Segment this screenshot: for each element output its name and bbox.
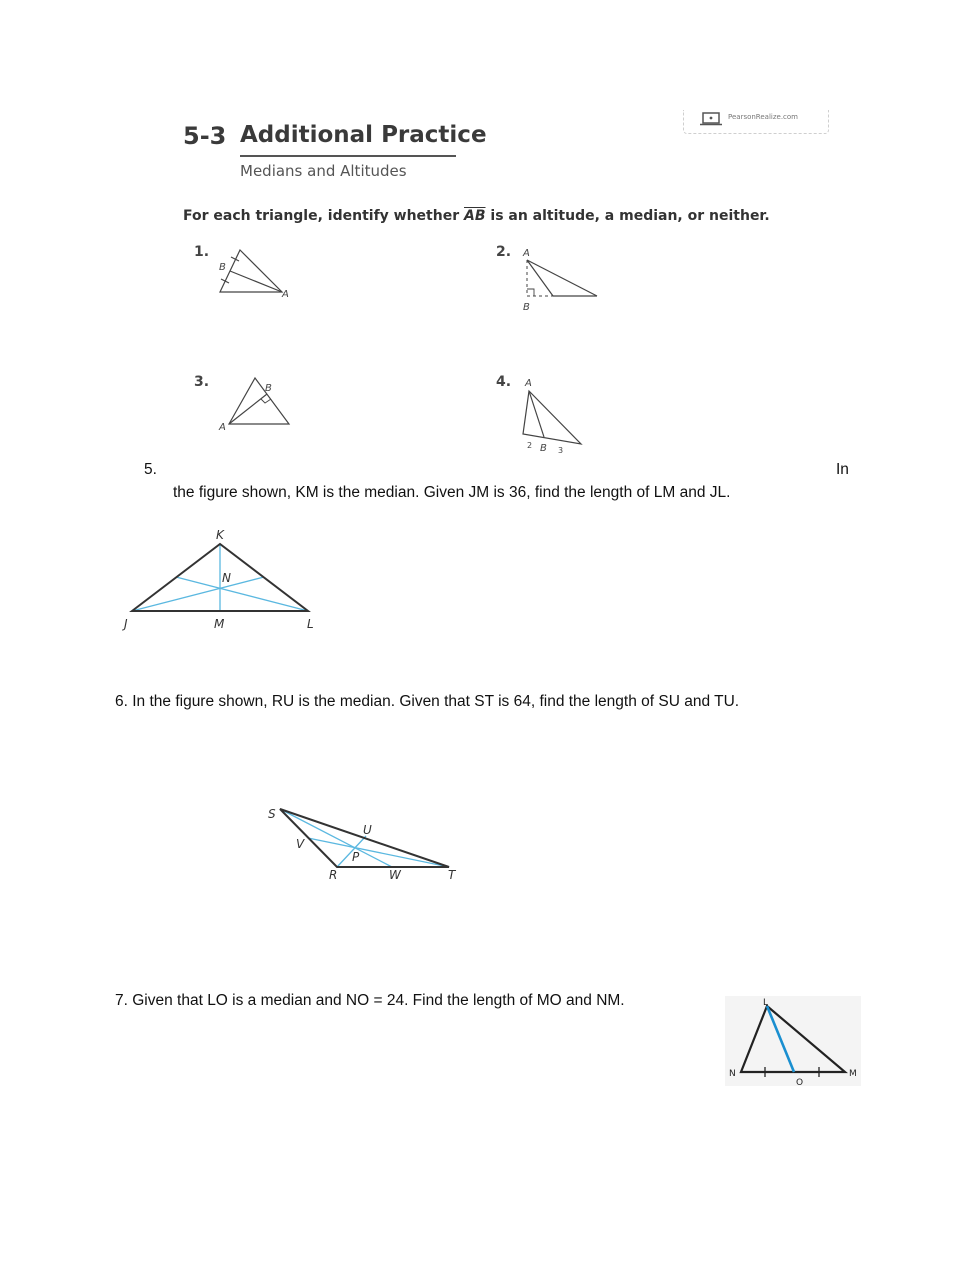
p2-label-b: B	[523, 302, 530, 313]
q7-label-l: L	[763, 998, 769, 1008]
p1-segment-ab	[230, 271, 282, 292]
q5-label-n: N	[222, 571, 231, 585]
problem-2-number: 2.	[496, 244, 512, 260]
question-5-number: 5.	[144, 461, 157, 478]
question-6-text: 6. In the figure shown, RU is the median. Given that ST is 64, find the length of SU and TU.	[115, 693, 740, 710]
q6-label-w: W	[389, 868, 401, 882]
problem-1-number: 1.	[194, 244, 210, 260]
badge-text: PearsonRealize.com	[728, 113, 799, 121]
problem-2-figure	[515, 242, 605, 314]
instructions	[183, 208, 770, 224]
p1-label-a: A	[282, 289, 289, 300]
p3-segment-ab	[229, 394, 267, 424]
question-7-text: 7. Given that LO is a median and NO = 24. Find the length of MO and NM.	[115, 992, 625, 1009]
q6-label-s: S	[268, 807, 276, 821]
question-5-text: the figure shown, KM is the median. Given JM is 36, find the length of LM and JL.	[173, 484, 731, 501]
q6-label-v: V	[296, 837, 305, 851]
p3-label-b: B	[265, 383, 272, 394]
question-7-figure	[725, 996, 861, 1086]
laptop-icon	[700, 112, 722, 126]
q5-label-j: J	[124, 617, 128, 631]
p4-label-3: 3	[558, 446, 564, 455]
instructions-tail: is an altitude, a median, or neither.	[490, 208, 770, 224]
problem-4-figure	[515, 372, 595, 458]
p2-right-angle	[527, 289, 534, 296]
p4-label-2: 2	[527, 441, 533, 450]
problem-3-number: 3.	[194, 374, 210, 390]
p2-side	[527, 260, 597, 296]
p3-label-a: A	[219, 422, 226, 433]
instructions-lead: For each triangle, identify whether	[183, 208, 460, 224]
problem-1-figure	[210, 240, 300, 306]
q5-label-k: K	[216, 528, 224, 542]
page-subtitle: Medians and Altitudes	[240, 162, 407, 180]
page-title: Additional Practice	[240, 122, 487, 148]
q7-label-n: N	[729, 1069, 736, 1079]
question-5-figure	[118, 522, 328, 637]
lesson-number: 5-3	[183, 122, 227, 150]
p4-label-a: A	[525, 378, 532, 389]
p1-triangle	[220, 250, 282, 292]
q6-label-r: R	[329, 868, 338, 882]
q7-label-m: M	[849, 1069, 857, 1079]
p4-label-b: B	[540, 443, 547, 454]
problem-4-number: 4.	[496, 374, 512, 390]
q6-triangle	[280, 809, 449, 867]
q5-label-l: L	[307, 617, 314, 631]
question-5-in: In	[836, 461, 849, 478]
segment-ab: $\overline{AB}$	[464, 208, 486, 224]
problem-3-figure	[215, 372, 300, 438]
p3-right-angle	[261, 399, 271, 403]
title-rule	[240, 155, 456, 157]
q7-label-o: O	[796, 1078, 804, 1086]
p2-label-a: A	[523, 248, 530, 259]
p2-side	[527, 260, 553, 296]
question-6-figure	[262, 800, 467, 885]
p1-label-b: B	[219, 262, 226, 273]
q6-label-t: T	[448, 868, 456, 882]
q6-label-p: P	[352, 850, 360, 864]
q6-label-u: U	[363, 823, 372, 837]
q5-label-m: M	[214, 617, 225, 631]
